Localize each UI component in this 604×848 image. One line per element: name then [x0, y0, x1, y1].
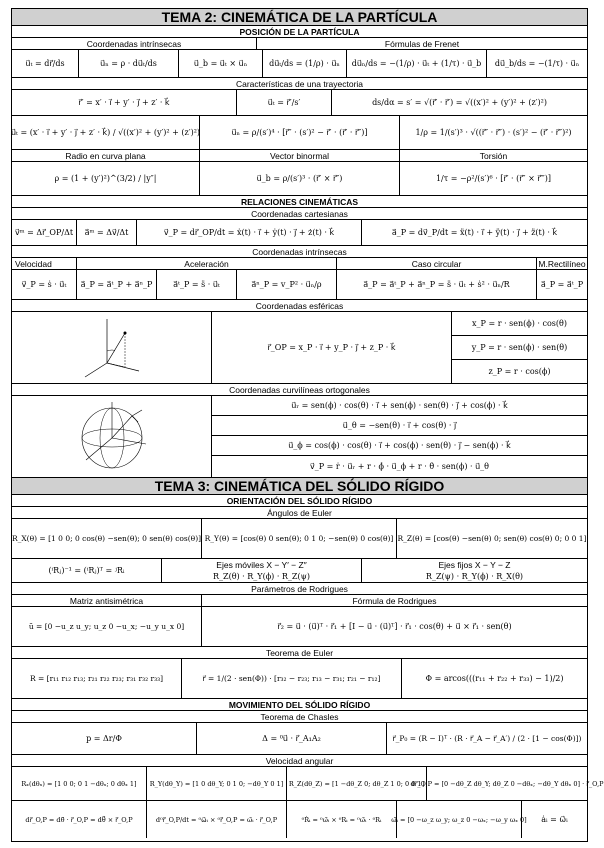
teorema-euler-heading: Teorema de Euler [265, 647, 334, 658]
rodrigues-heading: Parámetros de Rodrigues [251, 583, 348, 594]
formula: v⃗_P = ṙ · u⃗ᵣ + r · ϕ̇ · u⃗_ϕ + r · θ̇ · sen(ϕ) · u⃗_θ [310, 461, 489, 471]
tema2-title: TEMA 2: CINEMÁTICA DE LA PARTÍCULA [12, 9, 587, 25]
velocidad-heading: Velocidad [12, 258, 77, 269]
formula: u⃗ᵣ = sen(ϕ) · cos(θ) · i⃗ + sen(ϕ) · sen(θ) · j⃗ + cos(ϕ) · k⃗ [212, 396, 587, 416]
esfericas-heading: Coordenadas esféricas [255, 300, 344, 311]
radio-heading: Radio en curva plana [12, 150, 200, 161]
teorema-euler-formulas [12, 659, 587, 699]
intrinsecas2-row [12, 246, 587, 258]
formula: (ⁱRⱼ)⁻¹ = (ⁱRⱼ)ᵀ = ʲRᵢ [12, 559, 162, 582]
posicion-row [12, 26, 587, 38]
formula: du⃗_b/ds = −(1/τ) · u⃗ₙ [494, 59, 580, 68]
chasles-row [12, 711, 587, 723]
curvilineas-formulas [212, 396, 587, 477]
formula: v⃗_P = dr⃗_OP/dt = ẋ(t) · i⃗ + ẏ(t) · j⃗ + ż(t) · k⃗ [137, 220, 362, 245]
formula: u⃗ₜ = dr⃗/ds [12, 50, 79, 77]
euler-angles-row [12, 507, 587, 519]
formula: R_Y(θ) = [cos(θ) 0 sen(θ); 0 1 0; −sen(θ) 0 cos(θ)] [202, 519, 397, 558]
formula: r⃗₂ = u⃗ · (u⃗)ᵀ · r⃗₁ + [I − u⃗ · (u⃗)ᵀ] · r⃗₁ · cos(θ) + u⃗ × r⃗₁ · sen(θ) [277, 622, 512, 631]
caracteristicas-heading: Características de una trayectoria [235, 78, 364, 89]
formula: v⃗ᵐ = Δr⃗_OP/Δt [12, 220, 77, 245]
tema2-title-row [12, 9, 587, 26]
vel-angular-heading: Velocidad angular [265, 755, 334, 766]
posicion-heading: POSICIÓN DE LA PARTÍCULA [239, 26, 360, 37]
sphere-diagram [74, 400, 150, 474]
formula: dr⃗_O,P = [0 −dθ_Z dθ_Y; dθ_Z 0 −dθₓ; −dθ_Y dθₓ 0] · r⃗_O,P [410, 779, 604, 788]
movimiento-row [12, 699, 587, 711]
curvilineas-row [12, 384, 587, 396]
formula-sheet [10, 8, 604, 842]
teorema-euler-row [12, 647, 587, 659]
formula: r⃗′ = x′ · i⃗ + y′ · j⃗ + z′ · k⃗ [12, 90, 237, 115]
vel-angular-matrices-row [12, 767, 604, 801]
relaciones-heading: RELACIONES CINEMÁTICAS [240, 196, 359, 207]
rodrigues-formulas-row [12, 607, 587, 647]
trayectoria-row-1 [12, 90, 587, 116]
formula: u⃗ₜ = r⃗′/s′ [237, 90, 332, 115]
formula: Φ = arcos(((r₁₁ + r₂₂ + r₃₃) − 1)/2) [425, 674, 564, 683]
formula: r⃗ = 1/(2 · sen(Φ)) · [r₃₂ − r₂₃; r₁₃ − r₃₁; r₂₁ − r₁₂] [182, 659, 402, 698]
antisim-header [12, 595, 587, 607]
formula: R_Z(θ) = [cos(θ) −sen(θ) 0; sen(θ) cos(θ) 0; 0 0 1] [397, 534, 587, 543]
formula: u⃗_ϕ = cos(ϕ) · cos(θ) · i⃗ + cos(ϕ) · sen(θ) · j⃗ − sen(ϕ) · k⃗ [212, 436, 587, 456]
formula: R_Z(dθ_Z) = [1 −dθ_Z 0; dθ_Z 1 0; 0 0 1] [287, 767, 427, 800]
formula: u⃗ₙ = ρ · du⃗ₜ/ds [79, 50, 179, 77]
formula: z_P = r · cos(ϕ) [488, 366, 551, 376]
spherical-axes-diagram [77, 315, 147, 381]
sphere-figure [12, 396, 212, 477]
formula: a⃗_P = a⃗ᵗ_P + a⃗ⁿ_P [77, 270, 157, 299]
formula: 1/ρ = 1/(s′)³ · √((r⃗″ · r⃗″) · (s′)² − (r⃗′ · r⃗″)²) [415, 128, 572, 137]
formula: x_P = r · sen(ϕ) · cos(θ) [452, 312, 587, 336]
formula: ds/dα = s′ = √(r⃗′ · r⃗′) = √((x′)² + (y′)² + (z′)²) [372, 98, 547, 107]
euler-angles-heading: Ángulos de Euler [267, 507, 332, 518]
coord-intrinsecas-heading: Coordenadas intrínsecas [12, 38, 257, 49]
torsion-heading: Torsión [479, 150, 508, 161]
formula: y_P = r · sen(ϕ) · sen(θ) [452, 336, 587, 360]
rotation-matrices-row [12, 519, 587, 559]
formula: 1/τ = −ρ²/(s′)⁶ · [r⃗′ · (r⃗″ × r⃗‴)] [435, 174, 552, 183]
formula: ω̃ᵢ = [0 −ω_z ω_y; ω_z 0 −ωₓ; −ω_y ωₓ 0] [397, 801, 522, 838]
cartesianas-row [12, 208, 587, 220]
formula: R_Y(dθ_Y) = [1 0 dθ_Y; 0 1 0; −dθ_Y 0 1] [147, 767, 287, 800]
radio-binormal-torsion-header [12, 150, 587, 162]
binormal-heading: Vector binormal [200, 150, 400, 161]
formula: a⃗ᵐ = Δv⃗/Δt [77, 220, 137, 245]
tema3-title-row [12, 478, 587, 495]
ejes-moviles [162, 559, 362, 582]
rodrigues-row [12, 583, 587, 595]
formula: a⃗ᵗ_P = s̈ · u⃗ₜ [157, 270, 237, 299]
vel-acel-row [12, 270, 587, 300]
radio-binormal-torsion-row [12, 162, 587, 196]
ejes-moviles-heading: Ejes móviles X − Y′ − Z″ [216, 559, 307, 570]
intrinsecas2-heading: Coordenadas intrínsecas [252, 246, 347, 257]
antisim-heading: Matriz antisimétrica [12, 595, 202, 606]
rodrigues-formula-heading: Fórmula de Rodrigues [352, 595, 437, 606]
formula: R_X(θ) = [1 0 0; 0 cos(θ) −sen(θ); 0 sen(θ) cos(θ)] [12, 519, 202, 558]
formula: Rₓ(dθₓ) = [1 0 0; 0 1 −dθₓ; 0 dθₓ 1] [12, 767, 147, 800]
ejes-row [12, 559, 587, 583]
formula: a⃗_P = a⃗ᵗ_P [540, 280, 584, 289]
formula: a⃗_P = a⃗ᵗ_P + a⃗ⁿ_P = s̈ · u⃗ₜ + ṡ² · u⃗ₙ/R [337, 270, 537, 299]
formula: ⁰Ṙᵢ = ⁰ω̃ᵢ × ⁰Rᵢ = ⁰ω̃ᵢ · ⁰Rᵢ [287, 801, 397, 838]
formula: Δ = ⁰u⃗ · r⃗_A₁A₂ [197, 723, 387, 754]
curvilineas-heading: Coordenadas curvilíneas ortogonales [229, 384, 370, 395]
ejes-fijos-heading: Ejes fijos X − Y − Z [438, 559, 511, 570]
ejes-fijos [362, 559, 587, 582]
curvilineas-body [12, 396, 587, 478]
formula: ũ = [0 −u_z u_y; u_z 0 −u_x; −u_y u_x 0] [12, 607, 202, 646]
chasles-heading: Teorema de Chasles [260, 711, 339, 722]
formula: p = Δr/Φ [12, 723, 197, 754]
esfericas-body [12, 312, 587, 384]
cartesianas-formulas-row [12, 220, 587, 246]
relaciones-row [12, 196, 587, 208]
formula: u⃗_b = ρ/(s′)³ · (r⃗′ × r⃗″) [200, 162, 400, 195]
tema3-title: TEMA 3: CINEMÁTICA DEL SÓLIDO RÍGIDO [12, 478, 587, 494]
trayectoria-row-2 [12, 116, 587, 150]
formula: u⃗_θ = −sen(θ) · i⃗ + cos(θ) · j⃗ [212, 416, 587, 436]
circular-heading: Caso circular [337, 258, 537, 269]
intrinsecas-frenet-header [12, 38, 587, 50]
formula: ρ = (1 + (y′)²)^(3/2) / |y″| [12, 162, 200, 195]
formula: u⃗ₜ = (x′ · i⃗ + y′ · j⃗ + z′ · k⃗) / √((x′)² + (y′)² + (z′)²) [12, 116, 200, 149]
esfericas-components [452, 312, 587, 383]
frenet-heading: Fórmulas de Frenet [384, 38, 460, 49]
formula: a⃗_P = dv⃗_P/dt = ẍ(t) · i⃗ + ÿ(t) · j⃗ + z̈(t) · k⃗ [391, 228, 558, 237]
rectilineo-heading: M.Rectilíneo [538, 258, 586, 269]
esfericas-row [12, 300, 587, 312]
formula: dr⃗_O,P = dθ̃ · r⃗_O,P = dθ⃗ × r⃗_O,P [12, 801, 147, 838]
vel-angular-final-row [12, 801, 587, 838]
vel-acel-header [12, 258, 587, 270]
formula: r⃗_P₀ = (R − I)ᵀ · (R · r⃗_A − r⃗_A′) / (2 · [1 − cos(Φ)]) [392, 734, 582, 743]
formula: R = [r₁₁ r₁₂ r₁₃; r₂₁ r₂₂ r₂₃; r₃₁ r₃₂ r₃₃] [12, 659, 182, 698]
formula: d⁰r⃗_O,P/dt = ⁰ω⃗ᵢ × ⁰r⃗_O,P = ω̃ᵢ · r⃗_O,P [147, 801, 287, 838]
cartesianas-heading: Coordenadas cartesianas [251, 208, 348, 219]
movimiento-heading: MOVIMIENTO DEL SÓLIDO RÍGIDO [228, 699, 371, 710]
formula: r⃗_OP = x_P · i⃗ + y_P · j⃗ + z_P · k⃗ [212, 312, 452, 383]
formula: du⃗ₜ/ds = (1/ρ) · u⃗ₙ [263, 50, 347, 77]
formula: du⃗ₙ/ds = −(1/ρ) · u⃗ₜ + (1/τ) · u⃗_b [347, 50, 487, 77]
caracteristicas-row [12, 78, 587, 90]
formula: R_Z(θ) · R_Y(ϕ) · R_Z(ψ) [213, 571, 310, 581]
vel-angular-row [12, 755, 587, 767]
formula: a⃗ⁿ_P = v_P² · u⃗ₙ/ρ [237, 270, 337, 299]
frenet-formulas-row [12, 50, 587, 78]
aceleracion-heading: Aceleración [77, 258, 337, 269]
formula: R_Z(ψ) · R_Y(ϕ) · R_X(θ) [425, 571, 524, 581]
formula: u⃗ₙ = ρ/(s′)⁴ · [r⃗″ · (s′)² − r⃗′ · (r⃗′ · r⃗″)] [200, 116, 400, 149]
chasles-formulas [12, 723, 587, 755]
formula: v⃗_P = ṡ · u⃗ₜ [12, 270, 77, 299]
formula: ȧᵢ = ω⃗ᵢ [541, 815, 568, 824]
spherical-coords-figure [12, 312, 212, 383]
orientacion-heading: ORIENTACIÓN DEL SÓLIDO RÍGIDO [226, 495, 373, 506]
orientacion-row [12, 495, 587, 507]
formula: u⃗_b = u⃗ₜ × u⃗ₙ [179, 50, 263, 77]
